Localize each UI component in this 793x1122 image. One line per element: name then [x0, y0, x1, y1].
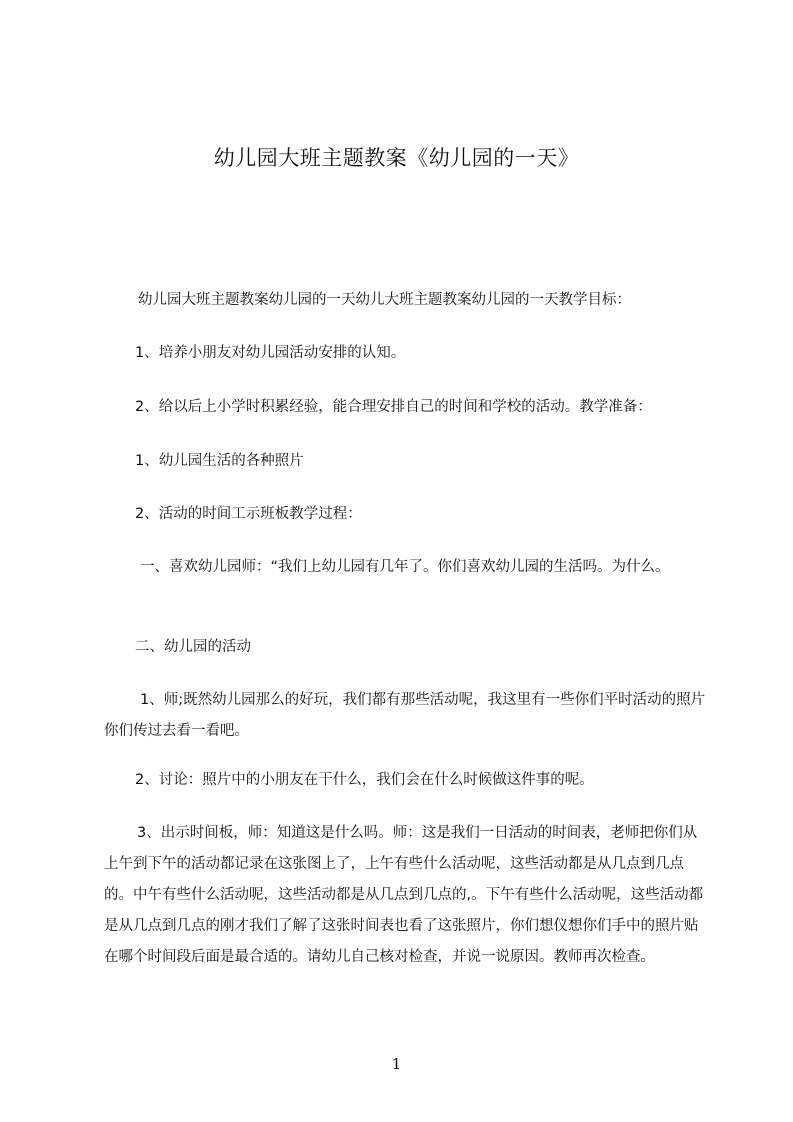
paragraph-step-2-2: 2、讨论：照片中的小朋友在干什么，我们会在什么时候做这件事的呢。 — [135, 772, 594, 788]
paragraph-objective-1: 1、培养小朋友对幼儿园活动安排的认知。 — [135, 345, 406, 361]
paragraph-step-2-3: 3、出示时间板，师：知道这是什么吗。师：这是我们一日活动的时间表，老师把你们从上午到下午的活动都记录在这张图上了，上午有些什么活动呢，这些活动都是从几点到几点的。中午有些什么活动呢，这些活动都是从几点到几点的,。下午有些什么活动呢，这些活动都是从几点到几点的刚才我们了解了这张时间表也看了这张照片，你们想仪想你们手中的照片贴在哪个时间段后面是最合适的。请幼儿自己核对检查，并说一说原因。教师再次检查。 — [104, 825, 704, 965]
page-title: 幼儿园大班主题教案《幼儿园的一天》 — [213, 146, 580, 170]
paragraph-preparation-2: 2、活动的时间工示班板教学过程： — [135, 506, 362, 522]
paragraph-step-1: 一、喜欢幼儿园师：“我们上幼儿园有几年了。你们喜欢幼儿园的生活吗。为什么。 — [140, 559, 670, 575]
page-number: 1 — [391, 1055, 402, 1073]
paragraph-objective-2: 2、给以后上小学时积累经验，能合理安排自己的时间和学校的活动。教学准备： — [135, 399, 652, 415]
paragraph-objectives-intro: 幼儿园大班主题教案幼儿园的一天幼儿大班主题教案幼儿园的一天教学目标： — [138, 292, 631, 308]
paragraph-preparation-1: 1、幼儿园生活的各种照片 — [135, 453, 304, 469]
paragraph-step-2-1: 1、师;既然幼儿园那么的好玩，我们都有那些活动呢，我这里有一些你们平时活动的照片你们传过去看一看吧。 — [104, 692, 706, 739]
paragraph-step-2-heading: 二、幼儿园的活动 — [135, 639, 251, 655]
